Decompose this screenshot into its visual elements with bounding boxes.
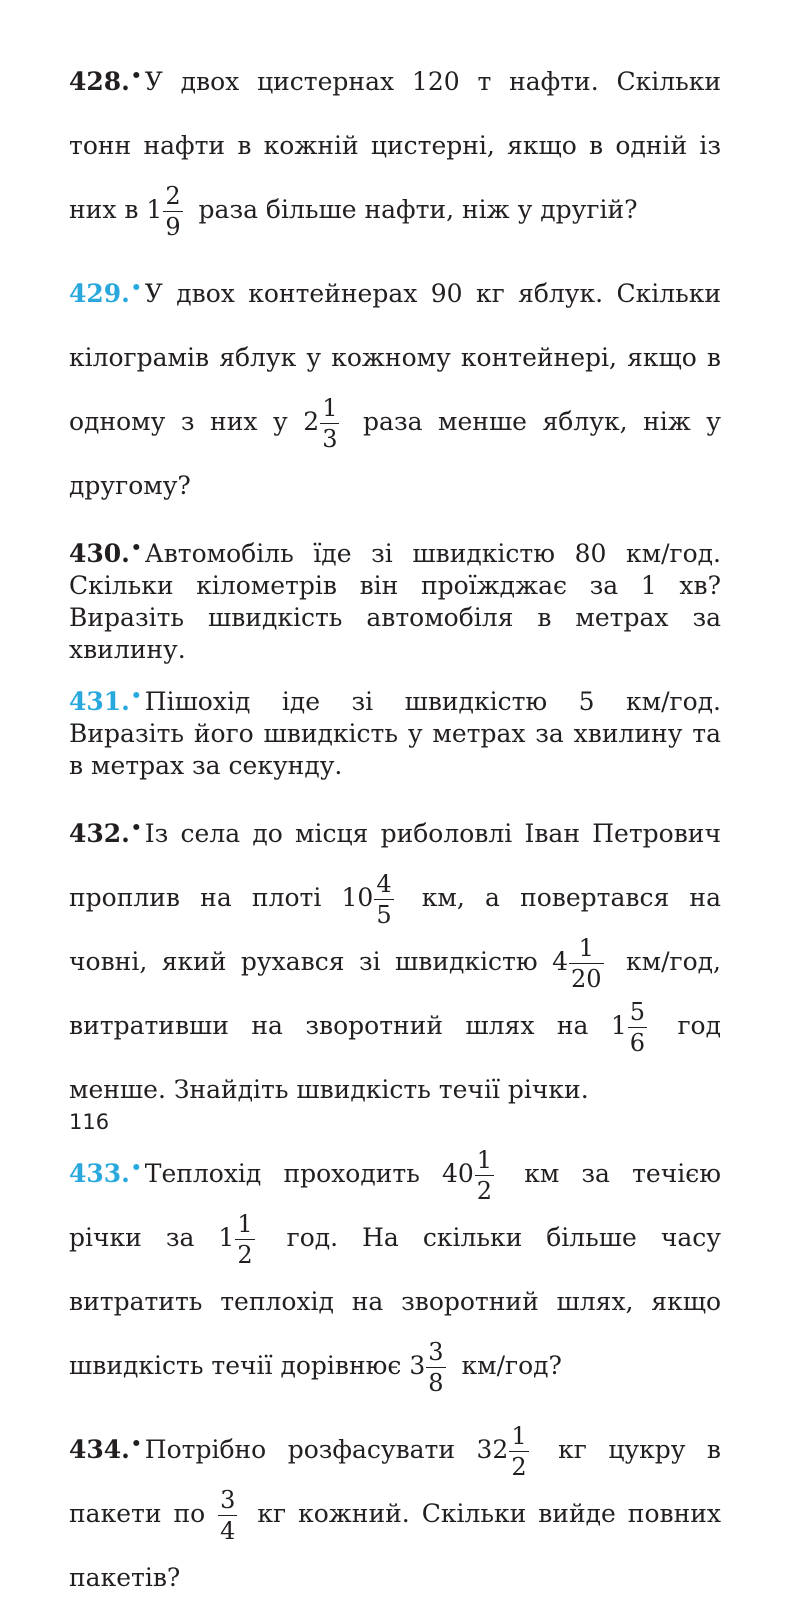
fraction [218, 1485, 237, 1546]
problem-text: раза більше нафти, ніж у другій? [190, 195, 638, 224]
fraction-numerator: 1 [322, 394, 338, 422]
fraction-numerator: 1 [511, 1422, 527, 1450]
problem-number: 434. [69, 1435, 130, 1464]
fraction-whole: 4 [552, 947, 568, 976]
fraction-whole: 1 [610, 1011, 627, 1040]
mixed-fraction [409, 1338, 453, 1397]
fraction-denominator: 9 [165, 213, 181, 241]
fraction-denominator: 6 [629, 1029, 646, 1057]
problem-number: 433. [69, 1159, 130, 1188]
problem-number: 432. [69, 819, 130, 848]
fraction-whole: 1 [146, 195, 163, 224]
problem-text: У двох контейнерах 90 кг яблук. Скільки кілограмів яблук у кожному контейнері, якщо в одному з них у [69, 279, 721, 436]
problem-text: Автомобіль їде зі швидкістю 80 км/год. Скільки кілометрів він проїжджає за 1 хв? Виразіть швидкість автомобіля в метрах за хвилину. [69, 539, 721, 664]
problem-marker: • [130, 66, 142, 86]
problem-number: 431. [69, 687, 130, 716]
fraction [374, 869, 393, 930]
problem-text: км/год, витративши на [69, 947, 721, 1040]
problem-text: Пішохід іде зі швидкістю 5 км/год. Виразіть його швидкість у метрах за хвилину та в метрах за секунду. [69, 687, 721, 780]
fraction [475, 1145, 494, 1206]
problem-text: в [116, 195, 147, 224]
problem-marker: • [130, 686, 142, 706]
problem-text: км за течією річки [69, 1159, 722, 1252]
fraction-whole: 2 [303, 407, 320, 436]
mixed-fraction [146, 182, 190, 241]
problem-text: за [141, 1223, 219, 1252]
fraction-whole: 10 [341, 883, 374, 912]
problem-marker: • [130, 278, 142, 298]
problem-text: год. На скільки більше часу витратить теплохід на зворотний шлях, якщо швидкість течії дорівнює [69, 1223, 721, 1380]
mixed-fraction [441, 1146, 502, 1205]
fraction-numerator: 2 [165, 182, 181, 210]
problem-text: Теплохід проходить [144, 1159, 442, 1188]
fraction [235, 1209, 254, 1270]
fraction-denominator: 2 [237, 1241, 253, 1269]
fraction-numerator: 3 [220, 1486, 236, 1514]
mixed-fraction [610, 998, 655, 1057]
problem-marker: • [130, 538, 142, 558]
fraction [320, 393, 339, 454]
textbook-page [69, 44, 721, 1624]
mixed-fraction [552, 934, 611, 993]
fraction-numerator: 1 [237, 1210, 253, 1238]
problem-433 [69, 1136, 721, 1398]
fraction [426, 1337, 445, 1398]
problem-432 [69, 796, 721, 1122]
problem-text: раза менше яблук, ніж у другому? [69, 407, 721, 500]
problem-number: 430. [69, 539, 130, 568]
fraction-numerator: 3 [428, 1338, 444, 1366]
fraction-denominator: 4 [220, 1517, 236, 1545]
problem-marker: • [130, 1434, 142, 1454]
fraction-whole: 40 [441, 1159, 474, 1188]
fraction-numerator: 1 [569, 933, 604, 964]
problem-text: год менше. Знайдіть швидкість течії річки. [69, 1011, 721, 1104]
fraction-numerator: 4 [376, 870, 392, 898]
problem-text: У двох цистернах 120 т нафти. Скільки тонн нафти в кожній цистерні, якщо в одній із них [69, 67, 721, 224]
problem-431 [69, 680, 721, 782]
problem-428 [69, 44, 721, 242]
fraction [569, 933, 604, 994]
problem-number: 429. [69, 279, 130, 308]
problem-text: км/год? [453, 1351, 562, 1380]
problem-text: кг цукру в пакети [69, 1435, 721, 1528]
fraction-whole: 3 [409, 1351, 426, 1380]
fraction [163, 181, 182, 242]
problem-text: кг кожний. Скільки вийде повних пакетів? [69, 1499, 721, 1592]
fraction-denominator: 3 [322, 425, 338, 453]
fraction-numerator: 1 [476, 1146, 493, 1174]
mixed-fraction [476, 1422, 537, 1481]
problem-text: Потрібно розфасувати [144, 1435, 477, 1464]
fraction-numerator: 5 [629, 998, 646, 1026]
fraction-denominator: 20 [571, 965, 602, 993]
fraction-denominator: 2 [476, 1177, 493, 1205]
problem-marker: • [130, 1158, 142, 1178]
page-number: 116 [69, 1110, 110, 1134]
fraction-denominator: 5 [376, 901, 392, 929]
problem-text: км, а повертався на човні, який [69, 883, 722, 976]
problem-434 [69, 1412, 721, 1610]
problem-text: зворотний шлях на [282, 1011, 611, 1040]
mixed-fraction [341, 870, 402, 929]
fraction-denominator: 8 [428, 1369, 444, 1397]
mixed-fraction [217, 1486, 245, 1545]
problem-430 [69, 532, 721, 666]
fraction-whole: 32 [476, 1435, 509, 1464]
mixed-fraction [218, 1210, 262, 1269]
fraction [509, 1421, 528, 1482]
fraction-denominator: 2 [511, 1453, 527, 1481]
problem-text: Із села до місця риболовлі Іван Петрович проплив на плоті [69, 819, 721, 912]
problem-429 [69, 256, 721, 518]
fraction [628, 997, 647, 1058]
problem-text: рухався зі швидкістю [226, 947, 553, 976]
problem-number: 428. [69, 67, 130, 96]
problem-marker: • [130, 818, 142, 838]
mixed-fraction [303, 394, 347, 453]
fraction-whole: 1 [218, 1223, 235, 1252]
problem-text: по [161, 1499, 218, 1528]
